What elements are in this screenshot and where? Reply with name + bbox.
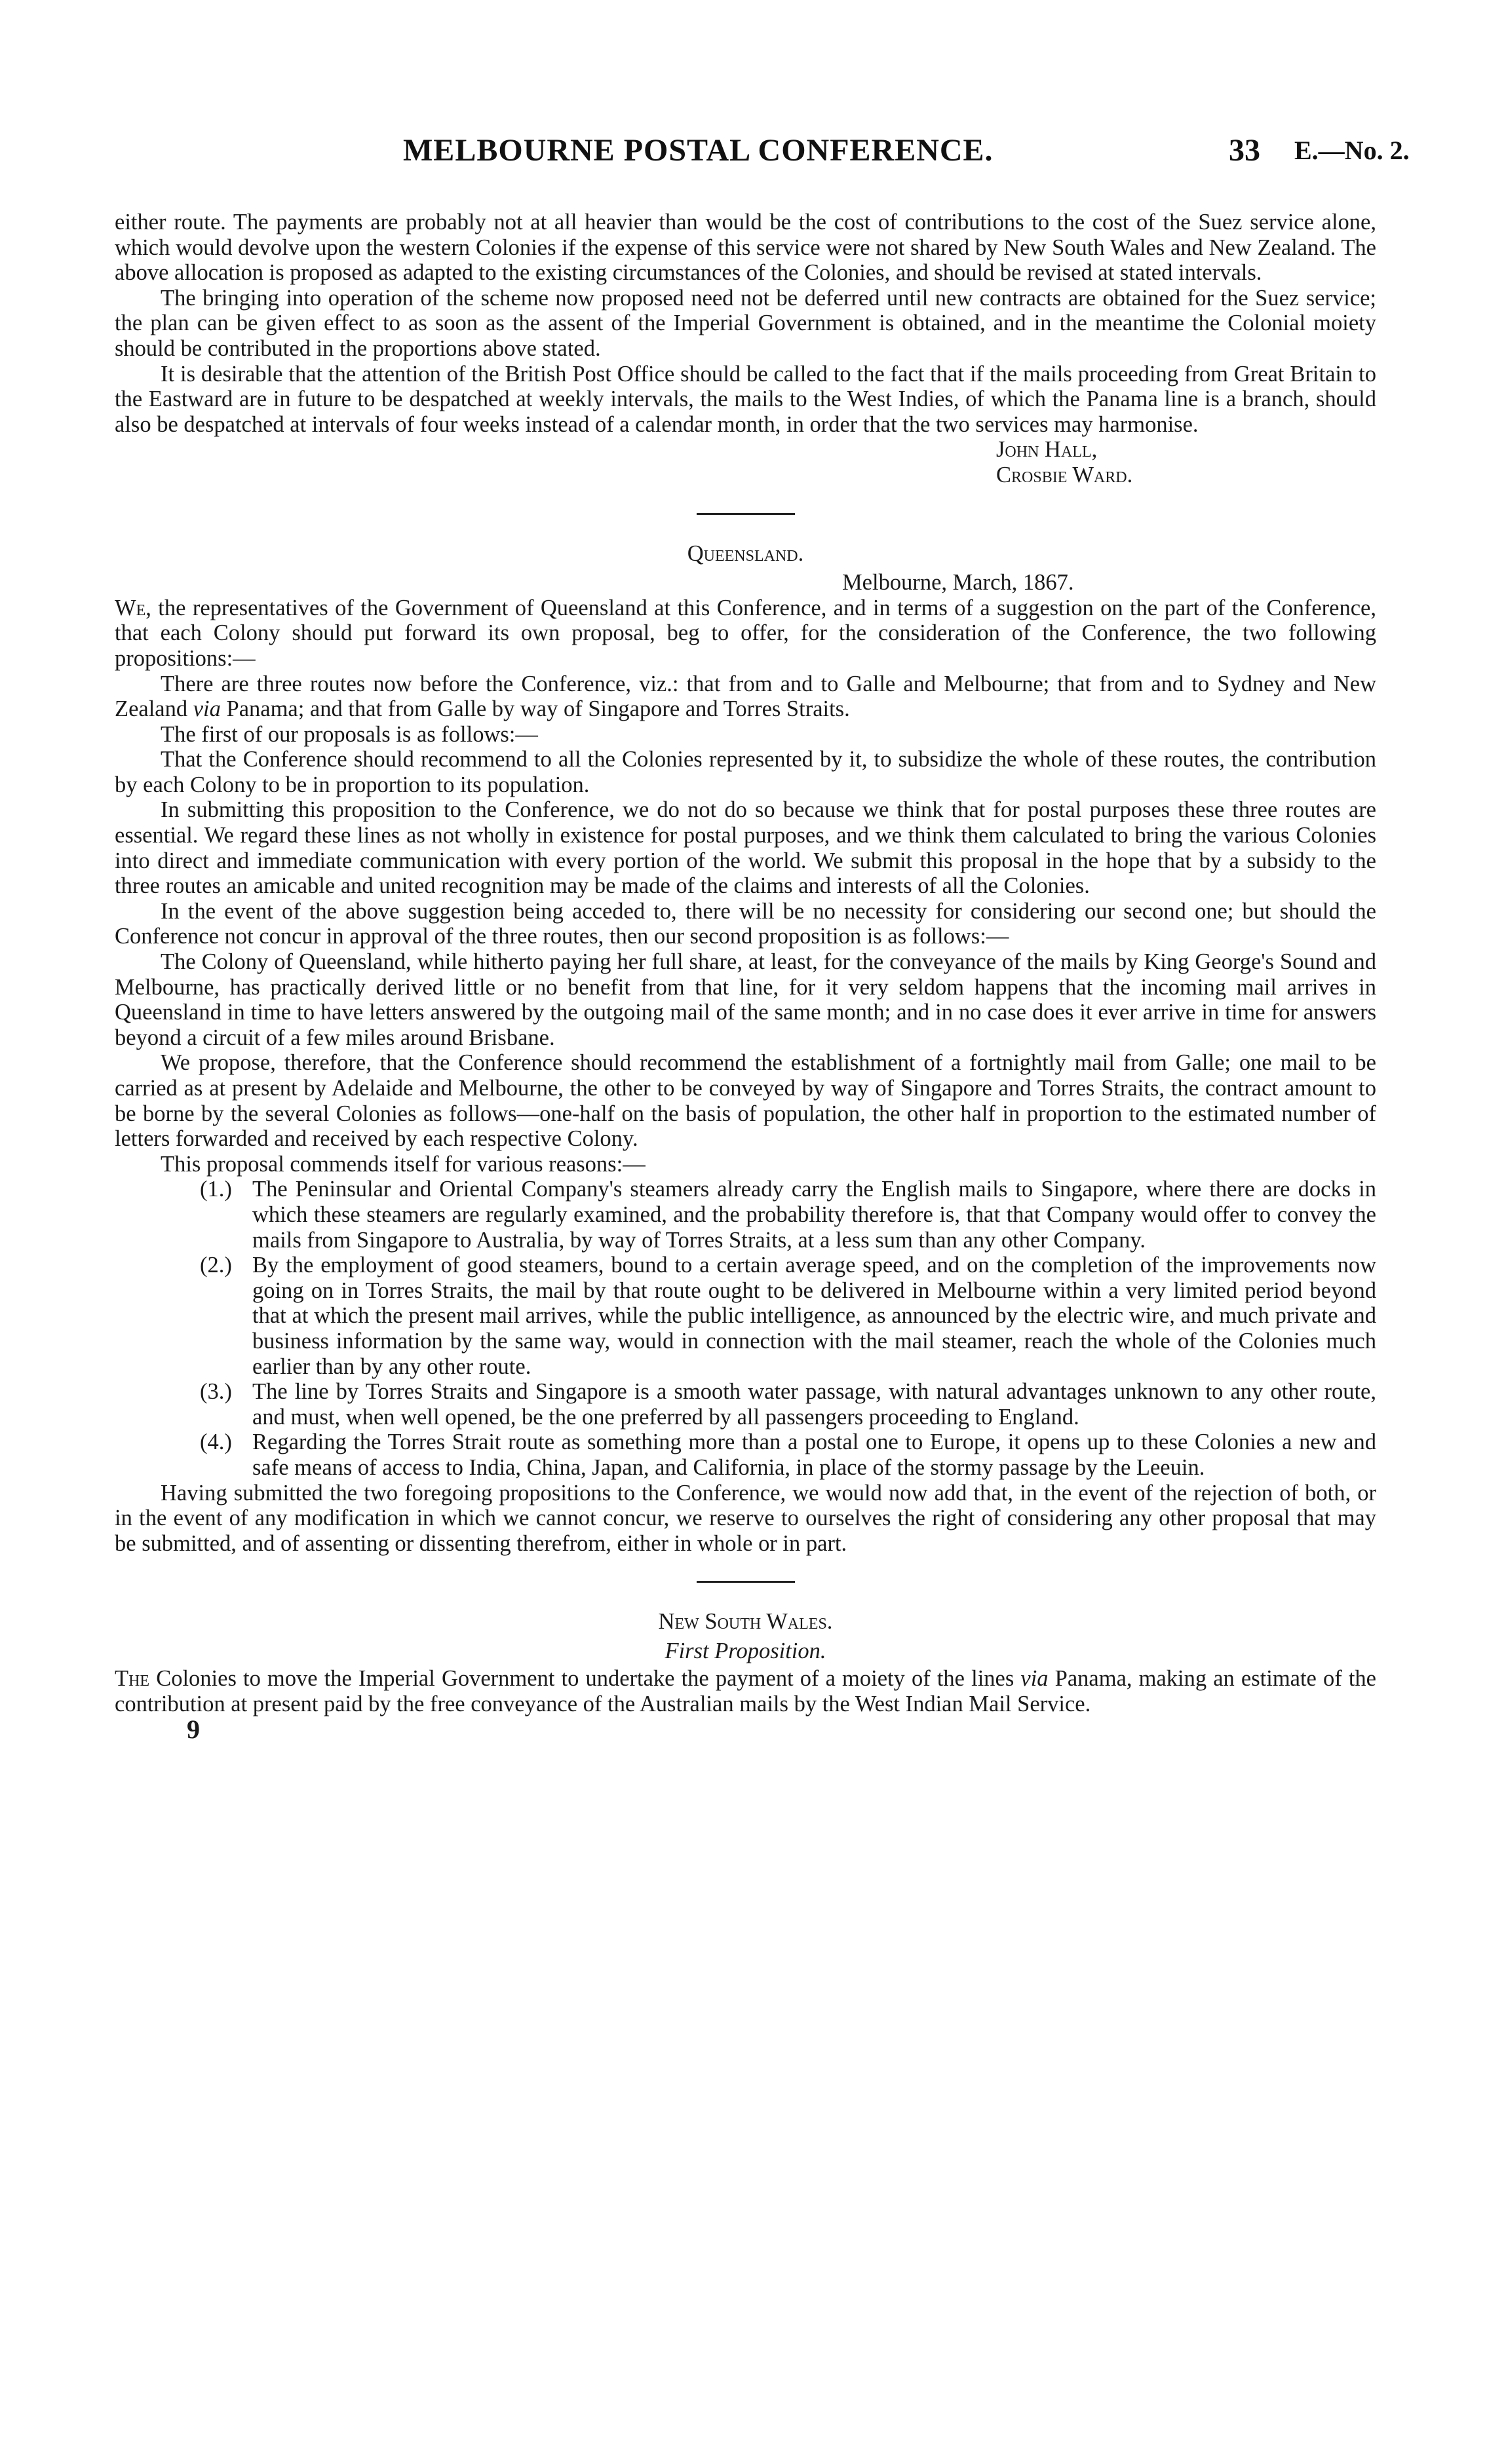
page-number: 33 <box>1229 133 1260 168</box>
paragraph: Having submitted the two foregoing propositions to the Conference, we would now add that, in the event of the rejection of both, or in the event of any modification in which we cannot concur, we reserve to ourselves the right of considering any other proposal that may be submitted, and of assenting or dissenting therefrom, either in whole or in part. <box>115 1480 1376 1556</box>
dateline: Melbourne, March, 1867. <box>842 570 1074 596</box>
paragraph: In submitting this proposition to the Conference, we do not do so because we think that for postal purposes these three routes are essential. We regard these lines as not wholly in existence for postal purposes, and we think them calculated to bring the various Colonies into direct and immediate communication with every portion of the world. We submit this proposal in the hope that by a subsidy to the three routes an amicable and united recognition may be made of the claims and interests of all the Colonies. <box>115 797 1376 899</box>
section-title-nsw: New South Wales. <box>658 1609 833 1635</box>
paragraph: We, the representatives of the Government of Queensland at this Conference, and in terms of a suggestion on the part of the Conference, that each Colony should put forward its own proposal, beg to offer, for the consideration of the Conference, the two following propositions:— <box>115 595 1376 671</box>
list-item: (3.) The line by Torres Straits and Singapore is a smooth water passage, with natural advantages unknown to any other route, and must, when well opened, be the one preferred by all passengers proceeding to England. <box>200 1379 1376 1430</box>
lead-word: We <box>115 595 146 620</box>
paragraph: There are three routes now before the Conference, viz.: that from and to Galle and Melbourne; that from and to Sydney and New Zealand via Panama; and that from Galle by way of Singapore and Torres Straits. <box>115 671 1376 722</box>
paragraph: We propose, therefore, that the Conference should recommend the establishment of a fortnightly mail from Galle; one mail to be carried as at present by Adelaide and Melbourne, the other to be conveyed by way of Singapore and Torres Straits, the contract amount to be borne by the several Colonies as follows—one-half on the basis of population, the other half in proportion to the estimated number of letters forwarded and received by each respective Colony. <box>115 1050 1376 1152</box>
page-header <box>115 131 1439 170</box>
paragraph: It is desirable that the attention of the British Post Office should be called to the fact that if the mails proceeding from Great Britain to the Eastward are in future to be despatched at weekly intervals, the mails to the West Indies, of which the Panama line is a branch, should also be despatched at intervals of four weeks instead of a calendar month, in order that the two services may harmonise. <box>115 361 1376 437</box>
paragraph: In the event of the above suggestion being acceded to, there will be no necessity for considering our second one; but should the Conference not concur in approval of the three routes, then our second proposition is as follows:— <box>115 898 1376 949</box>
paragraph: That the Conference should recommend to all the Colonies represented by it, to subsidize the whole of these routes, the contribution by each Colony to be in proportion to its population. <box>115 747 1376 797</box>
paragraph: The bringing into operation of the scheme now proposed need not be deferred until new contracts are obtained for the Suez service; the plan can be given effect to as soon as the assent of the Imperial Government is obtained, and in the meantime the Colonial moiety should be contributed in the proportions above stated. <box>115 285 1376 361</box>
section-title-queensland: Queensland. <box>687 540 804 566</box>
list-item: (1.) The Peninsular and Oriental Company's steamers already carry the English mails to Singapore, where there are docks in which these steamers are regularly examined, and the probability therefore is, that that Company would offer to convey the mails from Singapore to Australia, by way of Torres Straits, at a less sum than any other Company. <box>200 1177 1376 1253</box>
paragraph: This proposal commends itself for various reasons:— <box>161 1151 646 1177</box>
signatory: Crosbie Ward. <box>996 462 1133 487</box>
paragraph: either route. The payments are probably not at all heavier than would be the cost of contributions to the cost of the Suez service alone, which would devolve upon the western Colonies if the expense of this service were not shared by New South Wales and New Zealand. The above allocation is proposed as adapted to the existing circumstances of the Colonies, and should be revised at stated intervals. <box>115 210 1376 286</box>
running-title: MELBOURNE POSTAL CONFERENCE. <box>403 133 994 168</box>
signatory: John Hall, <box>996 437 1098 463</box>
paragraph: The first of our proposals is as follows:— <box>161 721 538 747</box>
page-body <box>115 210 1376 1742</box>
list-item: (2.) By the employment of good steamers, bound to a certain average speed, and on the completion of the improvements now going on in Torres Straits, the mail by that route ought to be delivered in Melbourne within a very limited period beyond that at which the present mail arrives, while the public intelligence, as announced by the electric wire, and much private and business information by the same way, would in connection with the mail steamer, reach the whole of the Colonies much earlier than by any other route. <box>200 1253 1376 1379</box>
folio-mark: 9 <box>187 1714 200 1744</box>
document-reference: E.—No. 2. <box>1294 136 1410 165</box>
paragraph: The Colony of Queensland, while hitherto paying her full share, at least, for the conveyance of the mails by King George's Sound and Melbourne, has practically derived little or no benefit from that line, for it very seldom happens that the incoming mail arrives in Queensland in time to have letters answered by the outgoing mail of the same month; and in no case does it ever arrive in time for answers beyond a circuit of a few miles around Brisbane. <box>115 949 1376 1050</box>
paragraph: The Colonies to move the Imperial Government to undertake the payment of a moiety of the lines via Panama, making an estimate of the contribution at present paid by the free conveyance of the Australian mails by the West Indian Mail Service. <box>115 1666 1376 1717</box>
list-item: (4.) Regarding the Torres Strait route as something more than a postal one to Europe, it opens up to these Colonies a new and safe means of access to India, China, Japan, and California, in place of the stormy passage by the Leeuin. <box>200 1430 1376 1480</box>
section-divider <box>697 1581 795 1583</box>
reasons-list <box>115 1177 1376 1480</box>
section-divider <box>697 513 795 515</box>
section-subtitle: First Proposition. <box>665 1638 826 1663</box>
